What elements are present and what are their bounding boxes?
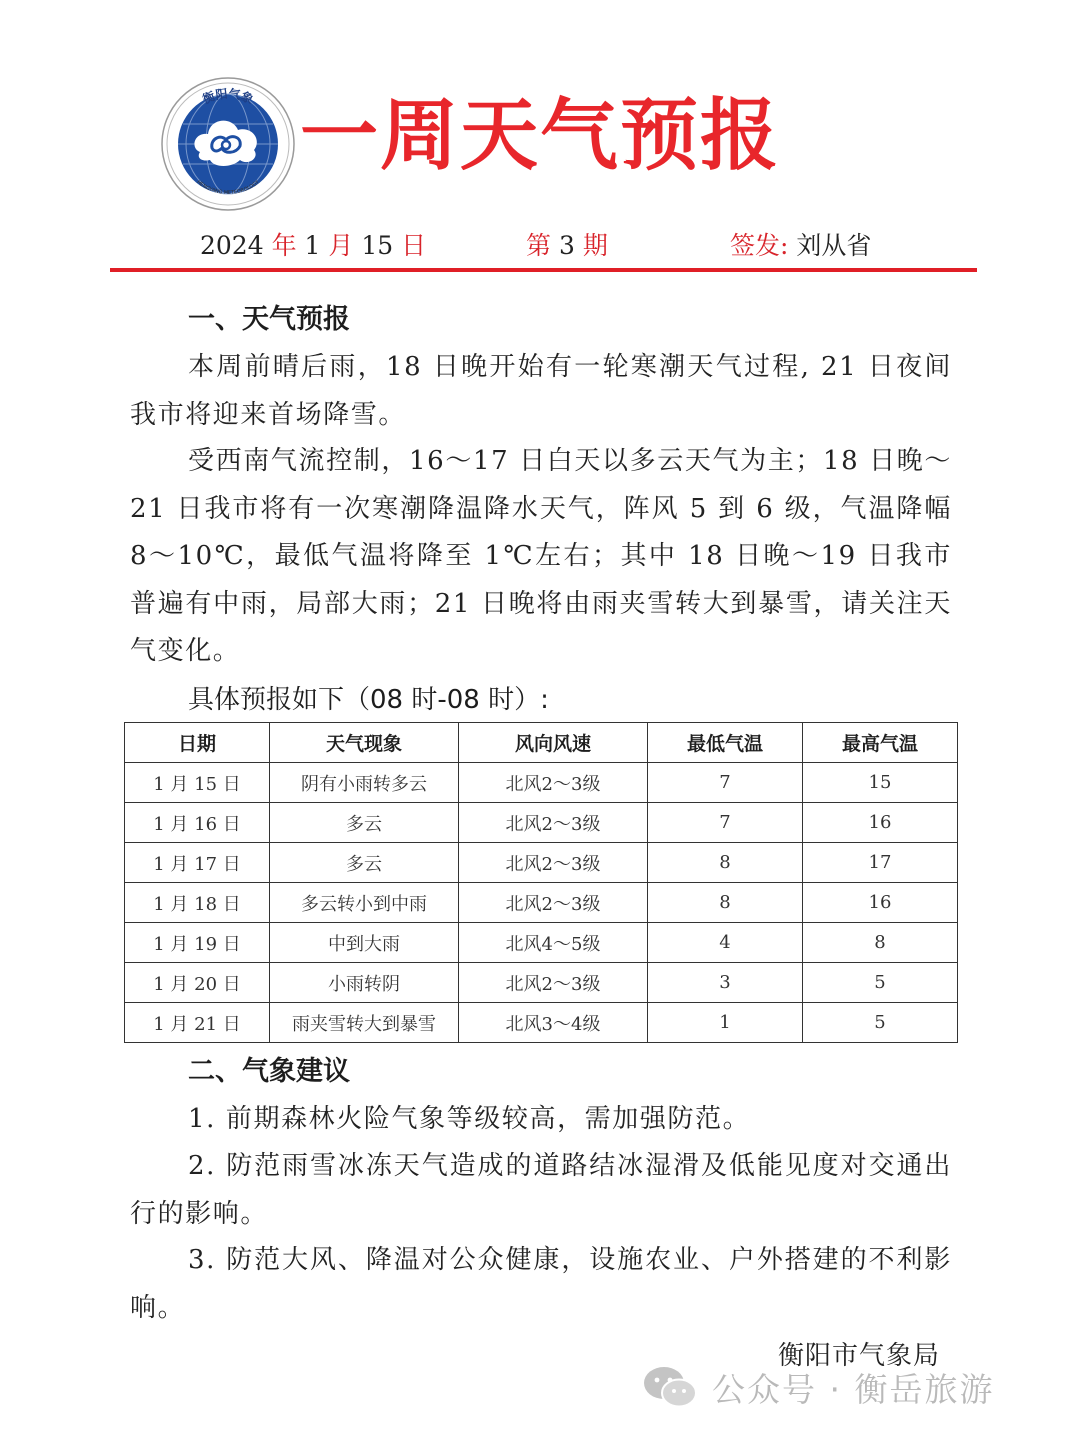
cell-weather: 小雨转阴 [270, 963, 459, 1003]
forecast-paragraph: 受西南气流控制，16～17 日白天以多云天气为主；18 日晚～21 日我市将有一次寒潮降温降水天气，阵风 5 到 6 级，气温降幅 8～10℃，最低气温将降至 1℃左右；其中 18 日晚～19 日我市普遍有中雨，局部大雨；21 日晚将由雨夹雪转大到暴雪，请关注天气变化。 [130, 446, 952, 666]
wechat-icon [642, 1365, 698, 1409]
section-heading-forecast: 一、天气预报 [188, 304, 350, 335]
cell-min-temp: 8 [648, 843, 803, 883]
cell-weather: 阴有小雨转多云 [270, 763, 459, 803]
issuer-label: 签发: [730, 231, 789, 260]
header-weather: 天气现象 [270, 723, 459, 763]
cell-min-temp: 3 [648, 963, 803, 1003]
issue-number: 第 3 期 [526, 231, 608, 260]
issue-date: 2024 年 1 月 15 日 [200, 231, 427, 260]
table-row [125, 1003, 958, 1043]
cell-max-temp: 5 [803, 963, 958, 1003]
table-row [125, 843, 958, 883]
cell-wind: 北风3～4级 [459, 1003, 648, 1043]
cell-weather: 雨夹雪转大到暴雪 [270, 1003, 459, 1043]
header-divider [110, 268, 977, 272]
header-max-temp: 最高气温 [803, 723, 958, 763]
section-heading-advice: 二、气象建议 [188, 1056, 350, 1087]
cell-max-temp: 5 [803, 1003, 958, 1043]
cell-wind: 北风2～3级 [459, 963, 648, 1003]
advice-item: 1. 前期森林火险气象等级较高，需加强防范。 [188, 1104, 751, 1134]
cell-wind: 北风2～3级 [459, 843, 648, 883]
cell-max-temp: 16 [803, 803, 958, 843]
forecast-table [124, 722, 958, 1043]
table-row [125, 883, 958, 923]
header-min-temp: 最低气温 [648, 723, 803, 763]
cell-date: 1 月 20 日 [125, 963, 270, 1003]
cell-wind: 北风2～3级 [459, 763, 648, 803]
cell-min-temp: 4 [648, 923, 803, 963]
cell-date: 1 月 18 日 [125, 883, 270, 923]
cell-wind: 北风2～3级 [459, 803, 648, 843]
issuer-name: 刘从省 [796, 231, 872, 260]
cell-min-temp: 1 [648, 1003, 803, 1043]
cell-date: 1 月 16 日 [125, 803, 270, 843]
table-header-row [125, 723, 958, 763]
page-title: 一周天气预报 [300, 91, 781, 181]
table-row [125, 763, 958, 803]
cell-weather: 多云转小到中雨 [270, 883, 459, 923]
cell-max-temp: 15 [803, 763, 958, 803]
signature: 衡阳市气象局 [778, 1341, 941, 1371]
cell-date: 1 月 15 日 [125, 763, 270, 803]
cell-max-temp: 8 [803, 923, 958, 963]
cell-max-temp: 16 [803, 883, 958, 923]
header-wind: 风向风速 [459, 723, 648, 763]
cell-date: 1 月 19 日 [125, 923, 270, 963]
advice-item: 2. 防范雨雪冰冻天气造成的道路结冰湿滑及低能见度对交通出行的影响。 [130, 1151, 952, 1229]
cell-weather: 中到大雨 [270, 923, 459, 963]
svg-text:衡阳气象: 衡阳气象 [200, 86, 256, 107]
cell-min-temp: 8 [648, 883, 803, 923]
cell-weather: 多云 [270, 803, 459, 843]
cell-min-temp: 7 [648, 803, 803, 843]
issuer [730, 228, 871, 264]
cell-date: 1 月 21 日 [125, 1003, 270, 1043]
header-date: 日期 [125, 723, 270, 763]
table-caption: 具体预报如下（08 时-08 时）: [188, 685, 549, 715]
table-row [125, 803, 958, 843]
logo [160, 76, 296, 212]
cell-wind: 北风4～5级 [459, 923, 648, 963]
table-row [125, 923, 958, 963]
cell-min-temp: 7 [648, 763, 803, 803]
advice-item: 3. 防范大风、降温对公众健康，设施农业、户外搭建的不利影响。 [130, 1245, 952, 1323]
cell-weather: 多云 [270, 843, 459, 883]
watermark-text: 公众号 · 衡岳旅游 [712, 1369, 995, 1409]
watermark [642, 1362, 994, 1412]
hengyang-meteorology-emblem [160, 76, 296, 212]
cell-max-temp: 17 [803, 843, 958, 883]
cell-date: 1 月 17 日 [125, 843, 270, 883]
forecast-paragraph: 本周前晴后雨，18 日晚开始有一轮寒潮天气过程, 21 日夜间我市将迎来首场降雪。 [130, 352, 952, 430]
cell-wind: 北风2～3级 [459, 883, 648, 923]
svg-text:HENGYANG METEOROLOGY: HENGYANG METEOROLOGY [195, 179, 261, 197]
table-row [125, 963, 958, 1003]
